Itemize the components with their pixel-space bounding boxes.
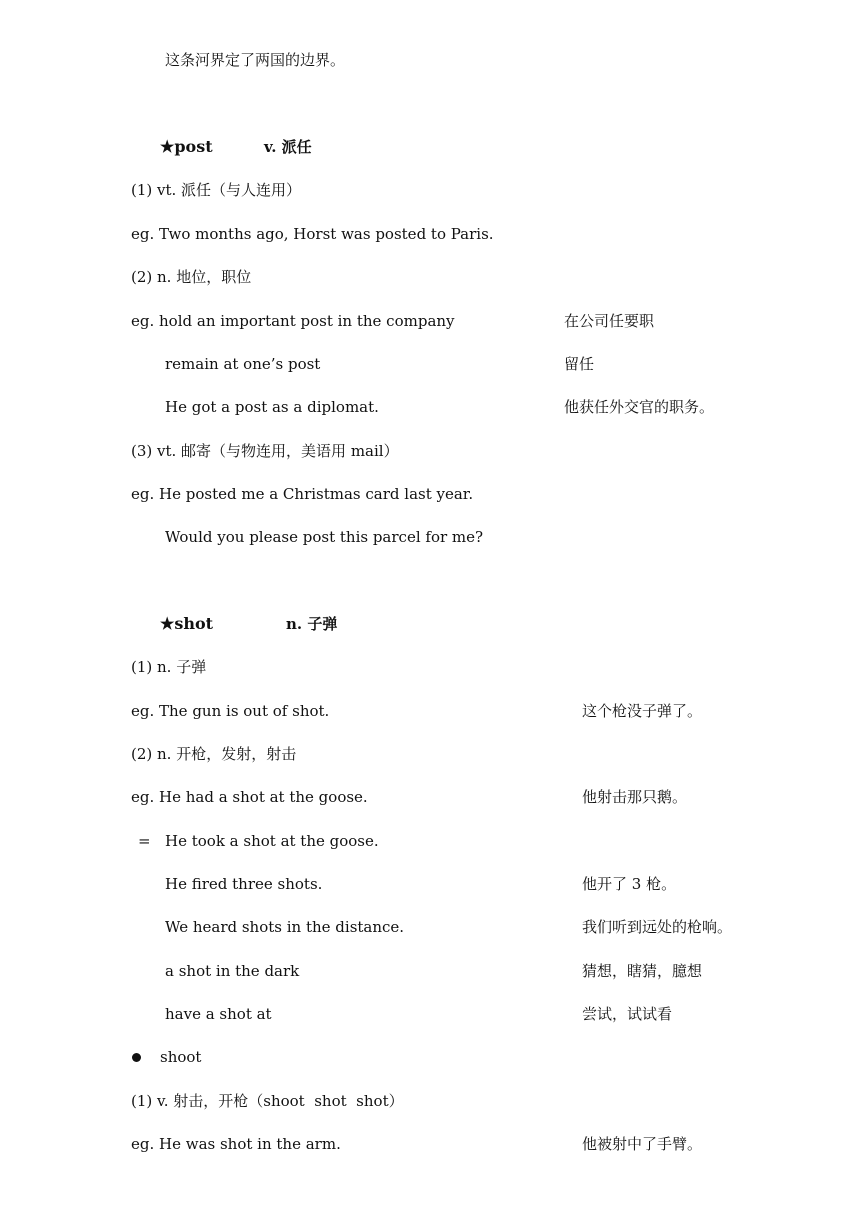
example-translation: 尝试，试试看 xyxy=(582,1005,673,1023)
sense-label: (3) vt. 邮寄（与物连用，美语用 mail） xyxy=(131,442,399,460)
example-sentence: eg. Two months ago, Horst was posted to Paris. xyxy=(131,225,494,243)
example-translation: 他获任外交官的职务。 xyxy=(564,398,715,416)
entry-heading-shot: ★shot xyxy=(160,614,214,633)
example-translation: 我们听到远处的枪响。 xyxy=(582,918,733,936)
entry-heading-shoot: shoot xyxy=(160,1048,202,1066)
example-translation: 这个枪没子弹了。 xyxy=(582,702,703,720)
example-translation: 他被射中了手臂。 xyxy=(582,1135,703,1153)
entry-heading-post: ★post xyxy=(160,137,213,156)
sense-label: (1) vt. 派任（与人连用） xyxy=(131,181,302,199)
intro-sentence: 这条河界定了两国的边界。 xyxy=(165,51,346,69)
example-sentence: He fired three shots. xyxy=(165,875,323,893)
example-sentence: a shot in the dark xyxy=(165,962,300,980)
sense-label: (1) v. 射击，开枪（shoot shot shot） xyxy=(131,1092,404,1110)
example-translation: 他射击那只鹅。 xyxy=(582,788,688,806)
sense-label: (1) n. 子弹 xyxy=(131,658,207,676)
example-sentence: eg. He was shot in the arm. xyxy=(131,1135,341,1153)
sense-label: (2) n. 地位，职位 xyxy=(131,268,252,286)
entry-pos-post: v. 派任 xyxy=(264,138,312,156)
sense-label: (2) n. 开枪，发射，射击 xyxy=(131,745,297,763)
example-translation: 留任 xyxy=(564,355,595,373)
example-sentence: eg. hold an important post in the company xyxy=(131,312,455,330)
example-sentence: We heard shots in the distance. xyxy=(165,918,405,936)
example-sentence: He got a post as a diplomat. xyxy=(165,398,379,416)
example-sentence: eg. He posted me a Christmas card last year. xyxy=(131,485,474,503)
example-translation: 猜想，瞎猜，臆想 xyxy=(582,962,703,980)
example-sentence: eg. The gun is out of shot. xyxy=(131,702,330,720)
example-sentence: have a shot at xyxy=(165,1005,272,1023)
example-translation: 他开了 3 枪。 xyxy=(582,875,677,893)
equals-sign: = xyxy=(138,832,151,850)
entry-pos-shot: n. 子弹 xyxy=(286,615,338,633)
example-sentence: remain at one’s post xyxy=(165,355,321,373)
example-sentence: He took a shot at the goose. xyxy=(165,832,379,850)
example-sentence: eg. He had a shot at the goose. xyxy=(131,788,368,806)
bullet-icon xyxy=(132,1053,141,1062)
example-sentence: Would you please post this parcel for me? xyxy=(165,528,484,546)
example-translation: 在公司任要职 xyxy=(564,312,655,330)
